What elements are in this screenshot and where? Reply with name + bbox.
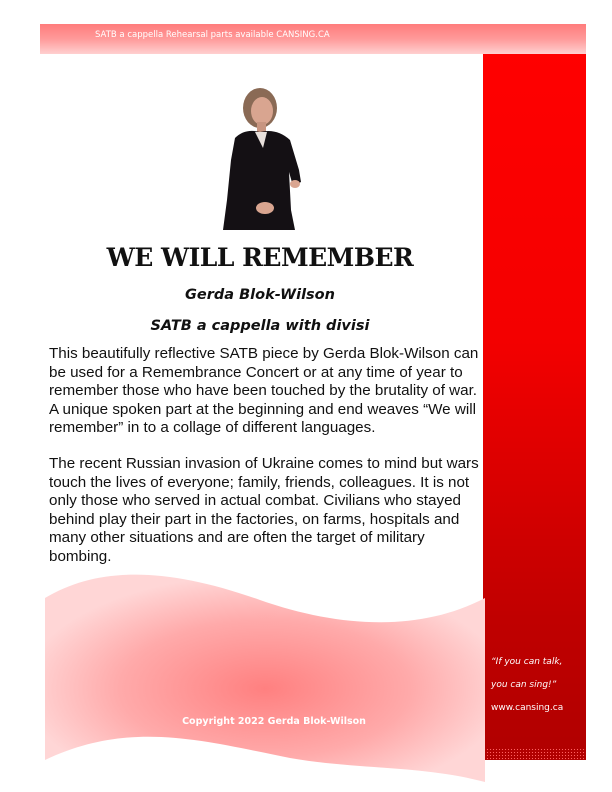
author-name: Gerda Blok-Wilson	[185, 287, 335, 303]
sidebar-dotted-pattern	[483, 748, 586, 760]
voicing-subtitle: SATB a cappella with divisi	[150, 318, 370, 334]
sidebar-website-link[interactable]: www.cansing.ca	[491, 703, 564, 713]
page-title: WE WILL REMEMBER	[106, 243, 414, 272]
banner-text: SATB a cappella Rehearsal parts available CANSING.CA	[95, 30, 330, 40]
copyright-text: Copyright 2022 Gerda Blok-Wilson	[182, 716, 366, 727]
description-paragraph-1: This beautifully reflective SATB piece by Gerda Blok-Wilson can be used for a Remembrance Concert or at any time of year to remember those who have been touched by the brutality of war. A unique spoken part at the beginning and end weaves “We will remember” in to a collage of different languages.	[49, 345, 479, 436]
sidebar-quote-line2: you can sing!”	[491, 680, 557, 690]
decorative-wave-banner	[40, 570, 490, 785]
red-sidebar	[483, 54, 586, 760]
top-banner	[40, 24, 586, 54]
author-photo	[215, 80, 310, 230]
sidebar-quote-line1: “If you can talk,	[491, 657, 563, 667]
description-paragraph-2: The recent Russian invasion of Ukraine comes to mind but wars touch the lives of everyone; family, friends, colleagues. It is not only those who served in actual combat. Civilians who stayed behind play their part in the factories, on farms, hospitals and many other situations and are often the target of military bombing.	[49, 455, 479, 565]
